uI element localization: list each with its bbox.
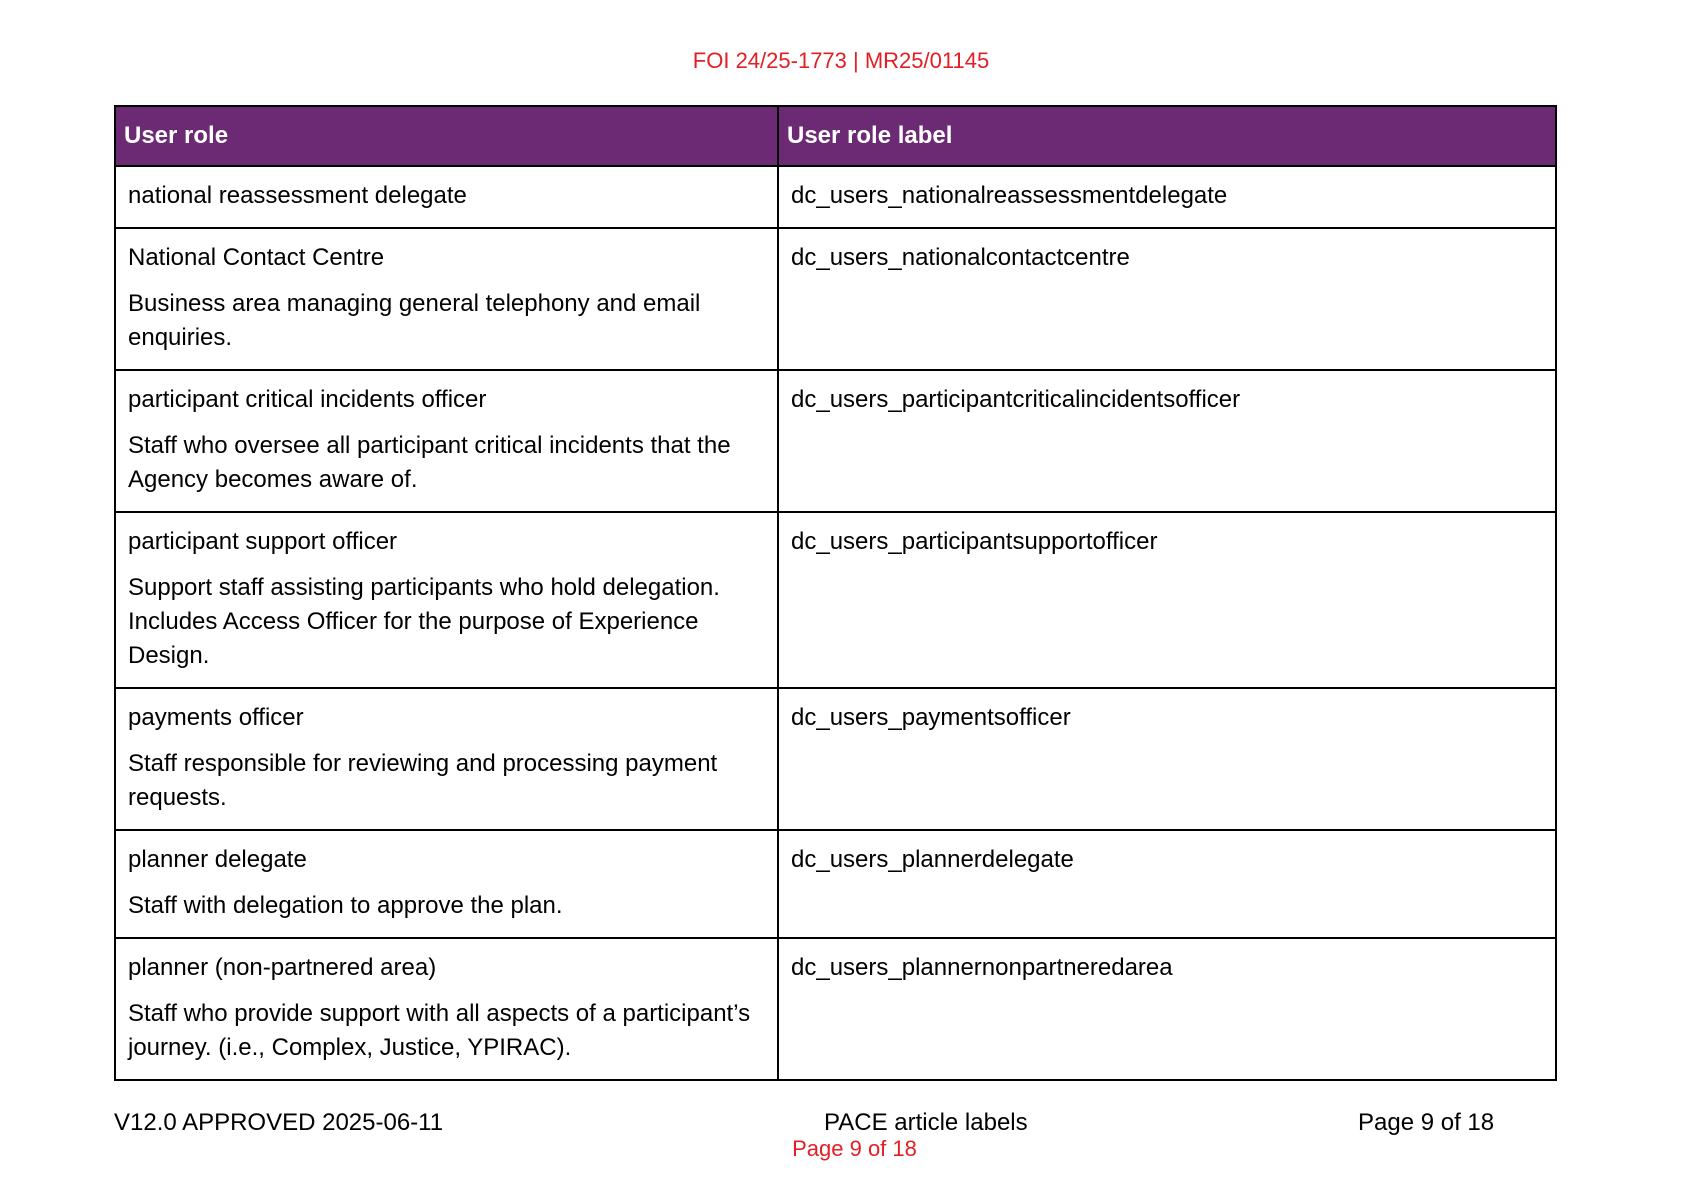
table-row	[115, 512, 1556, 688]
footer-version: V12.0 APPROVED 2025-06-11	[114, 1109, 444, 1136]
role-cell	[115, 512, 778, 688]
page-stamp: Page 9 of 18	[792, 1136, 917, 1161]
footer-document-title: PACE article labels	[824, 1109, 1028, 1136]
role-label-cell: dc_users_plannerdelegate	[778, 830, 1556, 938]
role-description: Staff who oversee all participant critical incidents that the Agency becomes aware of.	[128, 432, 731, 493]
table-row	[115, 938, 1556, 1080]
role-name: participant critical incidents officer	[128, 386, 487, 413]
role-label-cell: dc_users_nationalcontactcentre	[778, 228, 1556, 370]
role-label-cell: dc_users_paymentsofficer	[778, 688, 1556, 830]
table-row	[115, 370, 1556, 512]
table-row	[115, 166, 1556, 228]
table-row	[115, 228, 1556, 370]
role-description: Business area managing general telephony and email enquiries.	[128, 290, 701, 351]
table-header-row	[115, 106, 1556, 166]
role-cell	[115, 688, 778, 830]
table-row	[115, 830, 1556, 938]
column-header-user-role: User role	[115, 106, 778, 166]
role-cell	[115, 938, 778, 1080]
user-role-table	[114, 105, 1557, 1081]
role-cell	[115, 166, 778, 228]
role-label-cell: dc_users_participantsupportofficer	[778, 512, 1556, 688]
column-header-user-role-label: User role label	[778, 106, 1556, 166]
role-description: Staff with delegation to approve the plan.	[128, 892, 563, 919]
role-label-cell: dc_users_plannernonpartneredarea	[778, 938, 1556, 1080]
role-cell	[115, 228, 778, 370]
role-name: participant support officer	[128, 528, 398, 555]
role-name: payments officer	[128, 704, 304, 731]
role-description: Support staff assisting participants who hold delegation. Includes Access Officer for the purpose of Experience Design.	[128, 574, 720, 669]
role-label-cell: dc_users_nationalreassessmentdelegate	[778, 166, 1556, 228]
table-row	[115, 688, 1556, 830]
role-cell	[115, 830, 778, 938]
role-name: planner (non-partnered area)	[128, 954, 437, 981]
role-name: National Contact Centre	[128, 244, 385, 271]
footer-page-number: Page 9 of 18	[1358, 1109, 1495, 1136]
role-description: Staff who provide support with all aspects of a participant’s journey. (i.e., Complex, Justice, YPIRAC).	[128, 1000, 751, 1061]
role-cell	[115, 370, 778, 512]
role-label-cell: dc_users_participantcriticalincidentsofficer	[778, 370, 1556, 512]
role-description: Staff responsible for reviewing and processing payment requests.	[128, 750, 718, 811]
role-name: national reassessment delegate	[128, 182, 467, 209]
foi-reference: FOI 24/25-1773 | MR25/01145	[692, 48, 990, 73]
role-name: planner delegate	[128, 846, 307, 873]
